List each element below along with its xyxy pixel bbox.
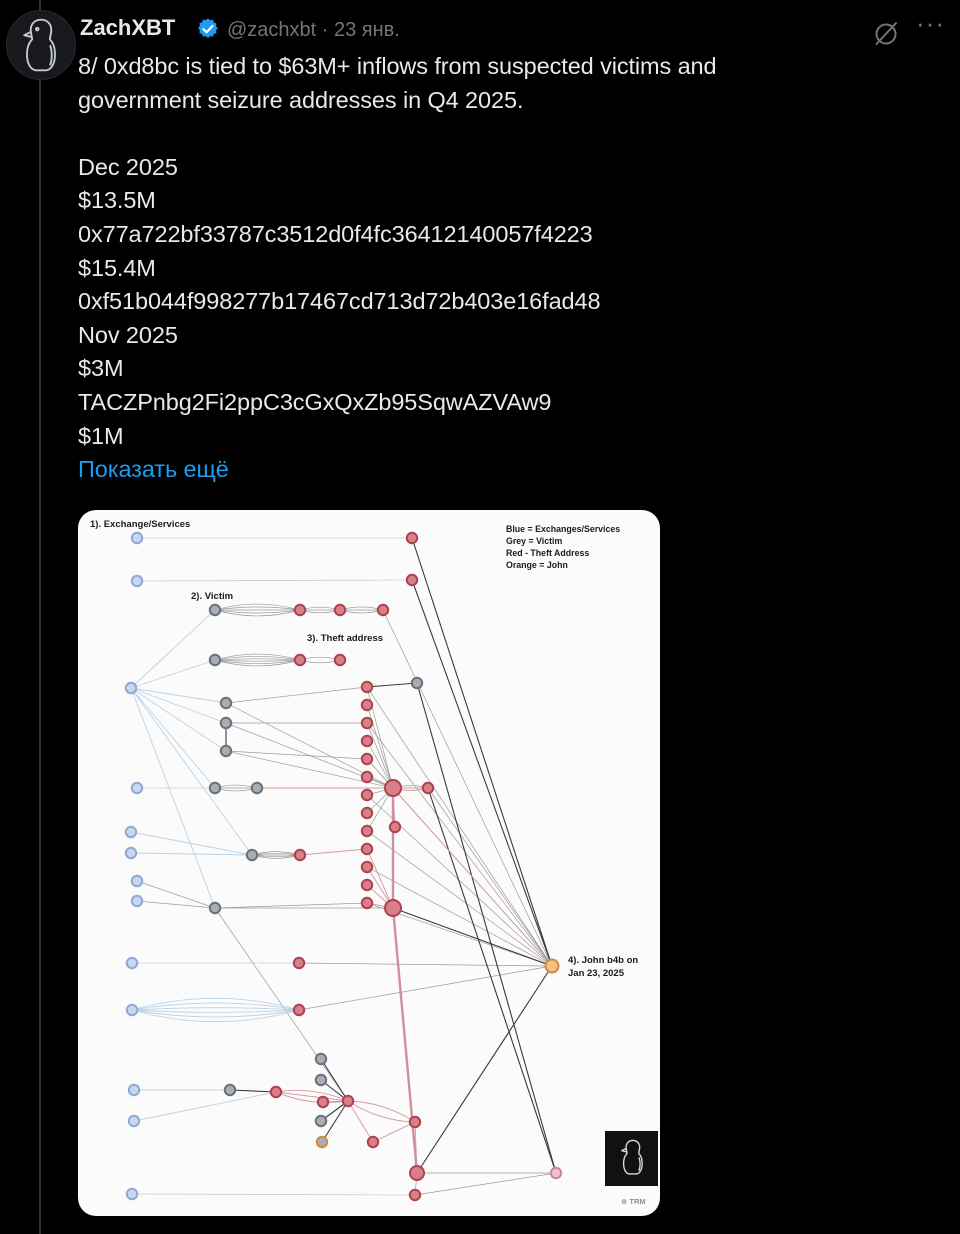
tweet-line-address: 0xf51b044f998277b17467cd713d72b403e16fad48 <box>78 288 601 315</box>
graph-label-theft: 3). Theft address <box>307 633 384 644</box>
graph-label-victim: 2). Victim <box>191 591 234 602</box>
tweet-media-image[interactable] <box>78 510 660 1216</box>
penguin-avatar-icon <box>15 16 67 74</box>
trm-logo: ⊕ TRM <box>621 1197 646 1206</box>
legend-blue: Blue = Exchanges/Services <box>506 524 621 534</box>
tweet-line: $13.5M <box>78 187 156 214</box>
tweet-line-address: 0x77a722bf33787c3512d0f4fc36412140057f4223 <box>78 220 593 247</box>
legend-grey: Grey = Victim <box>506 536 563 546</box>
avatar[interactable] <box>6 10 76 80</box>
verified-badge-icon <box>197 18 219 40</box>
tweet-body <box>78 50 838 487</box>
legend-orange: Orange = John <box>506 560 568 570</box>
tweet-line: $1M <box>78 422 124 449</box>
graph-label-john-1: 4). John b4b on <box>568 955 639 966</box>
legend-red: Red - Theft Address <box>506 548 590 558</box>
watermark-box <box>605 1131 658 1186</box>
tweet-line: Dec 2025 <box>78 153 178 180</box>
tweet-line-address: TACZPnbg2Fi2ppC3cGxQxZb95SqwAZVAw9 <box>78 388 552 415</box>
display-name[interactable]: ZachXBT <box>80 15 176 40</box>
transaction-flow-graph <box>78 510 660 1216</box>
more-options-button[interactable]: ··· <box>916 8 945 38</box>
tweet-line: $3M <box>78 355 124 382</box>
tweet-line: $15.4M <box>78 254 156 281</box>
grok-icon[interactable] <box>872 20 900 48</box>
handle-and-date[interactable]: @zachxbt · 23 янв. <box>227 19 400 41</box>
graph-label-john-2: Jan 23, 2025 <box>568 968 624 979</box>
tweet-paragraph: 8/ 0xd8bc is tied to $63M+ inflows from suspected victims and government seizure addresses in Q4 2025. <box>78 53 717 113</box>
thread-connector-line <box>39 0 41 1234</box>
tweet-line: Nov 2025 <box>78 321 178 348</box>
graph-label-exchange: 1). Exchange/Services <box>90 519 191 530</box>
show-more-link[interactable]: Показать ещё <box>78 456 229 483</box>
